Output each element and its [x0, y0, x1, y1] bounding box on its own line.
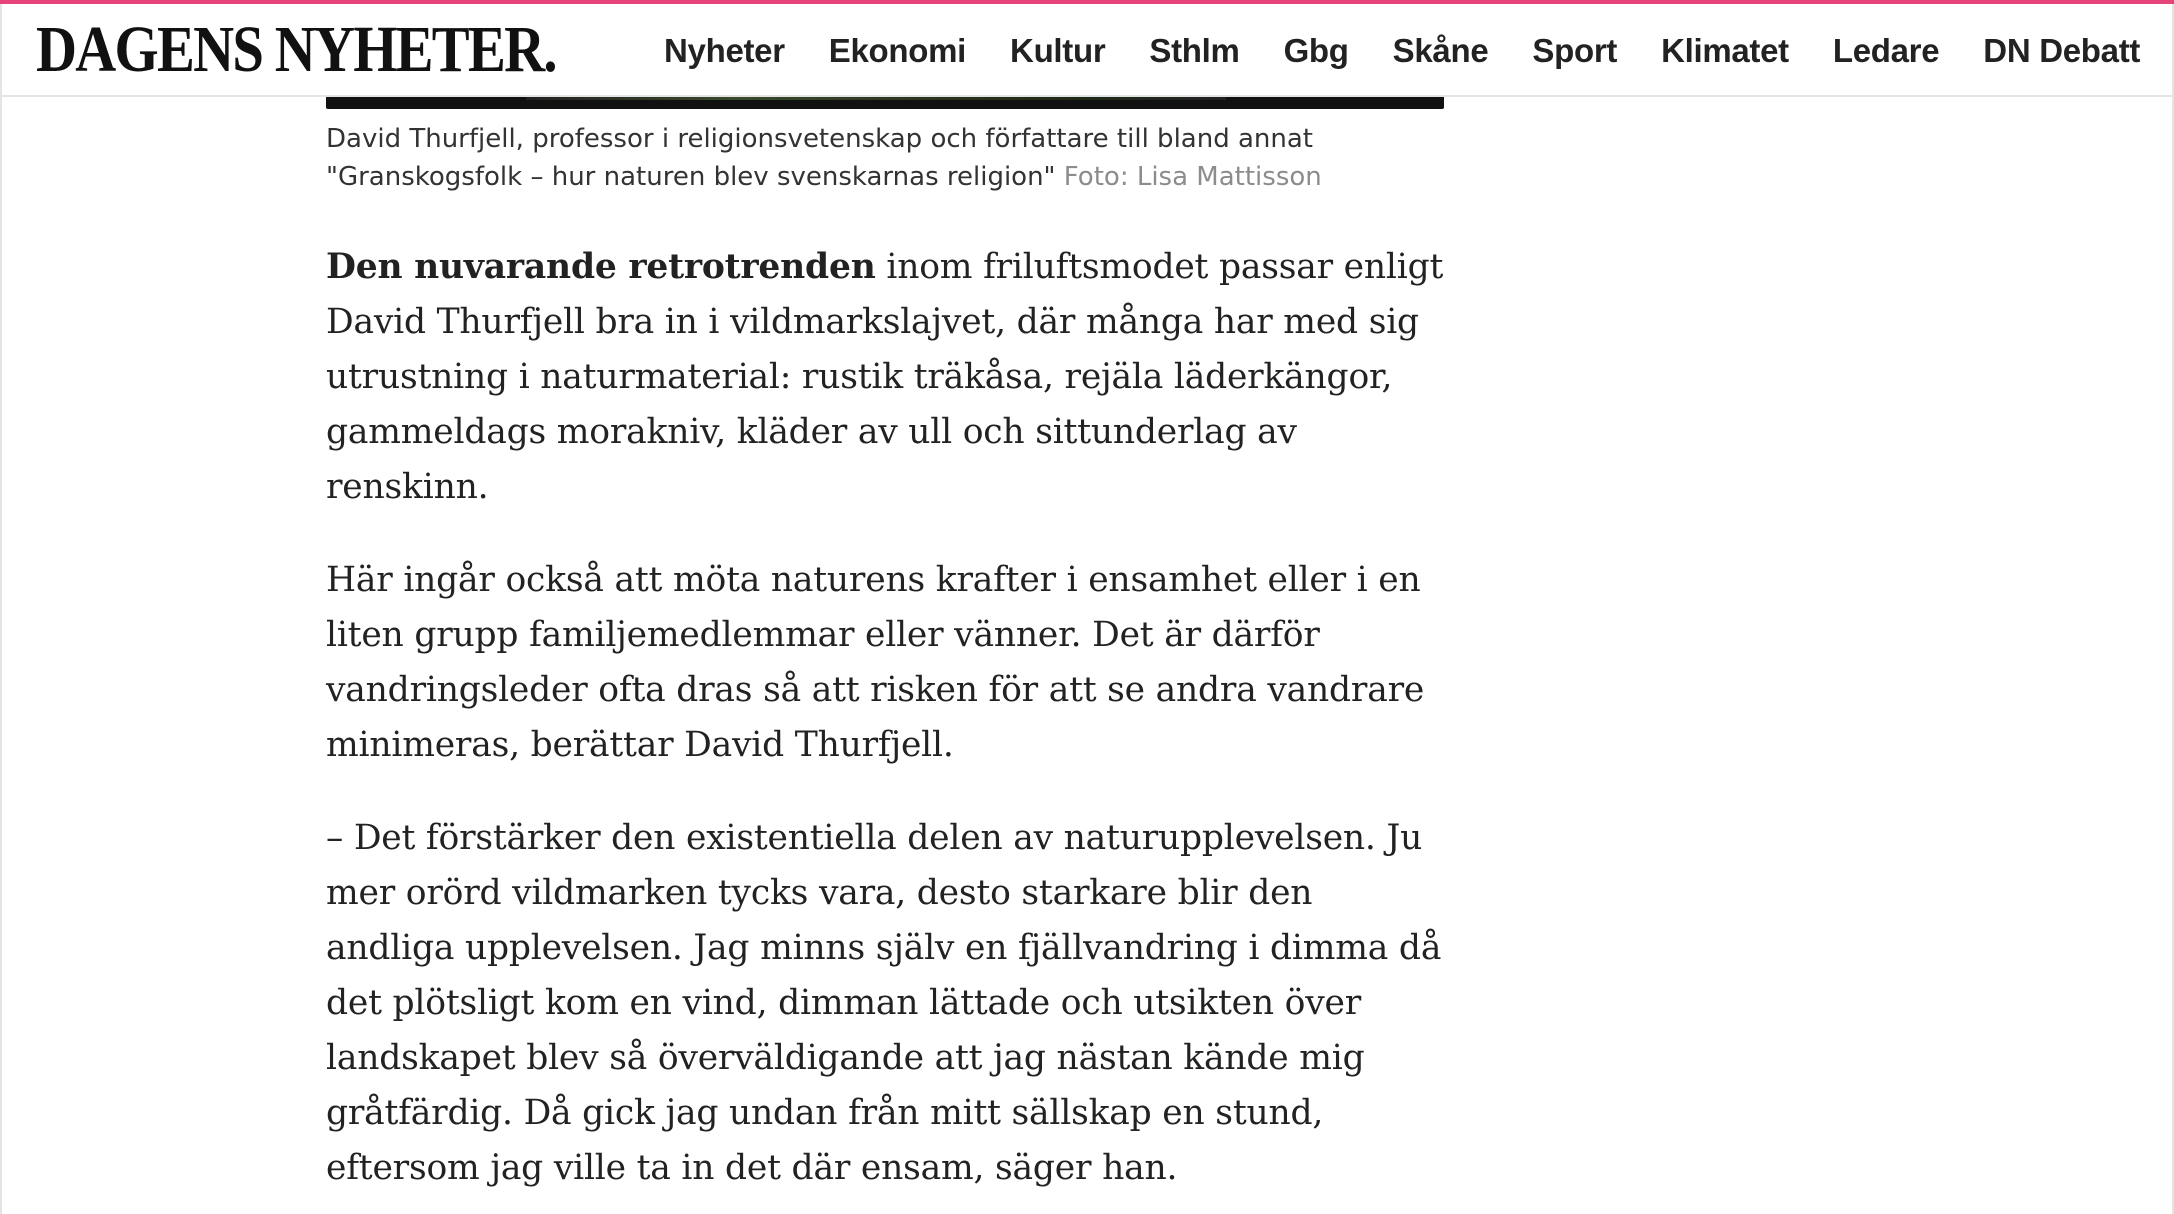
main-nav: [664, 4, 2140, 97]
nav-item-nyheter[interactable]: Nyheter: [664, 31, 785, 69]
image-caption: [326, 120, 1444, 196]
paragraph-1-text: inom friluftsmodet passar enligt David Thurfjell bra in i vildmarkslajvet, där många har med sig utrustning i naturmaterial: rustik träkåsa, rejäla läderkängor, gammeldags morakniv, kläder av ull och sittunderlag av renskinn.: [326, 247, 1444, 507]
article-paragraph-1: [326, 240, 1444, 515]
article-paragraph-2: Här ingår också att möta naturens krafter i ensamhet eller i en liten grupp familjemedlemmar eller vänner. Det är därför vandringsleder ofta dras så att risken för att se andra vandrare minimeras, berättar David Thurfjell.: [326, 560, 1425, 765]
photo-credit: Foto: Lisa Mattisson: [1063, 162, 1322, 192]
site-logo[interactable]: DAGENS NYHETER.: [36, 13, 556, 86]
nav-item-skane[interactable]: Skåne: [1392, 31, 1489, 69]
paragraph-lead-in: Den nuvarande retrotrenden: [326, 247, 876, 287]
nav-item-kultur[interactable]: Kultur: [1010, 31, 1106, 69]
site-header: [0, 4, 2174, 97]
nav-item-ekonomi[interactable]: Ekonomi: [828, 31, 967, 69]
nav-item-gbg[interactable]: Gbg: [1283, 31, 1349, 69]
article-paragraph-3: – Det förstärker den existentiella delen av naturupplevelsen. Ju mer orörd vildmarken tycks vara, desto starkare blir den andliga upplevelsen. Jag minns själv en fjällvandring i dimma då det plötsligt kom en vind, dimman lättade och utsikten över landskapet blev så överväldigande att jag nästan kände mig gråtfärdig. Då gick jag undan från mitt sällskap en stund, eftersom jag ville ta in det där ensam, säger han.: [326, 818, 1442, 1188]
page-left-border: [0, 97, 2, 1214]
nav-item-klimatet[interactable]: Klimatet: [1661, 31, 1789, 69]
nav-item-sport[interactable]: Sport: [1532, 31, 1618, 69]
image-caption-text: David Thurfjell, professor i religionsvetenskap och författare till bland annat "Granskogsfolk – hur naturen blev svenskarnas religion": [326, 124, 1313, 192]
article-image: [326, 97, 1444, 109]
nav-item-dn-debatt[interactable]: DN Debatt: [1983, 31, 2141, 69]
nav-item-sthlm[interactable]: Sthlm: [1149, 31, 1240, 69]
nav-item-ledare[interactable]: Ledare: [1832, 31, 1940, 69]
article-body: [326, 240, 1444, 1214]
